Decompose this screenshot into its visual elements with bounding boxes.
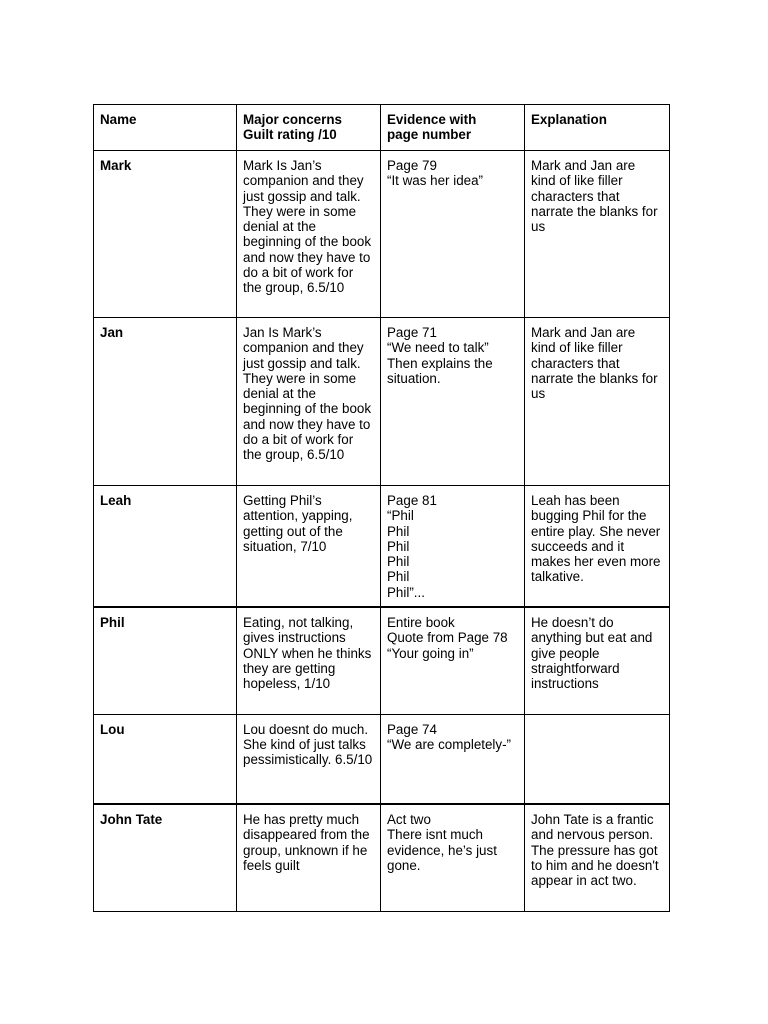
cell-name: John Tate (94, 804, 237, 911)
table-row (94, 714, 670, 804)
table-row (94, 607, 670, 714)
header-evidence: Evidence with page number (381, 105, 525, 151)
cell-name: Leah (94, 486, 237, 608)
table-row (94, 318, 670, 486)
cell-name: Phil (94, 607, 237, 714)
cell-explanation (525, 714, 670, 804)
table-header-row (94, 105, 670, 151)
header-concerns: Major concerns Guilt rating /10 (237, 105, 381, 151)
cell-concerns: Eating, not talking, gives instructions ONLY when he thinks they are getting hopeless, 1/10 (237, 607, 381, 714)
cell-evidence: Entire book Quote from Page 78 “Your going in” (381, 607, 525, 714)
cell-evidence: Page 74 “We are completely-” (381, 714, 525, 804)
table-row (94, 151, 670, 318)
cell-evidence: Page 79 “It was her idea” (381, 151, 525, 318)
character-table (93, 104, 670, 912)
table-row (94, 804, 670, 911)
cell-evidence: Page 81 “Phil Phil Phil Phil Phil Phil”... (381, 486, 525, 608)
header-name: Name (94, 105, 237, 151)
cell-concerns: Jan Is Mark’s companion and they just gossip and talk. They were in some denial at the beginning of the book and now they have to do a bit of work for the group, 6.5/10 (237, 318, 381, 486)
table-row (94, 486, 670, 608)
cell-evidence: Act two There isnt much evidence, he’s just gone. (381, 804, 525, 911)
cell-name: Mark (94, 151, 237, 318)
cell-name: Lou (94, 714, 237, 804)
cell-explanation: John Tate is a frantic and nervous person. The pressure has got to him and he doesn't appear in act two. (525, 804, 670, 911)
cell-explanation: Mark and Jan are kind of like filler characters that narrate the blanks for us (525, 151, 670, 318)
cell-concerns: Getting Phil’s attention, yapping, getting out of the situation, 7/10 (237, 486, 381, 608)
cell-explanation: Leah has been bugging Phil for the entire play. She never succeeds and it makes her even more talkative. (525, 486, 670, 608)
cell-concerns: He has pretty much disappeared from the group, unknown if he feels guilt (237, 804, 381, 911)
header-explanation: Explanation (525, 105, 670, 151)
cell-explanation: He doesn’t do anything but eat and give people straightforward instructions (525, 607, 670, 714)
cell-explanation: Mark and Jan are kind of like filler characters that narrate the blanks for us (525, 318, 670, 486)
cell-evidence: Page 71 “We need to talk” Then explains the situation. (381, 318, 525, 486)
cell-name: Jan (94, 318, 237, 486)
cell-concerns: Lou doesnt do much. She kind of just talks pessimistically. 6.5/10 (237, 714, 381, 804)
cell-concerns: Mark Is Jan’s companion and they just gossip and talk. They were in some denial at the beginning of the book and now they have to do a bit of work for the group, 6.5/10 (237, 151, 381, 318)
